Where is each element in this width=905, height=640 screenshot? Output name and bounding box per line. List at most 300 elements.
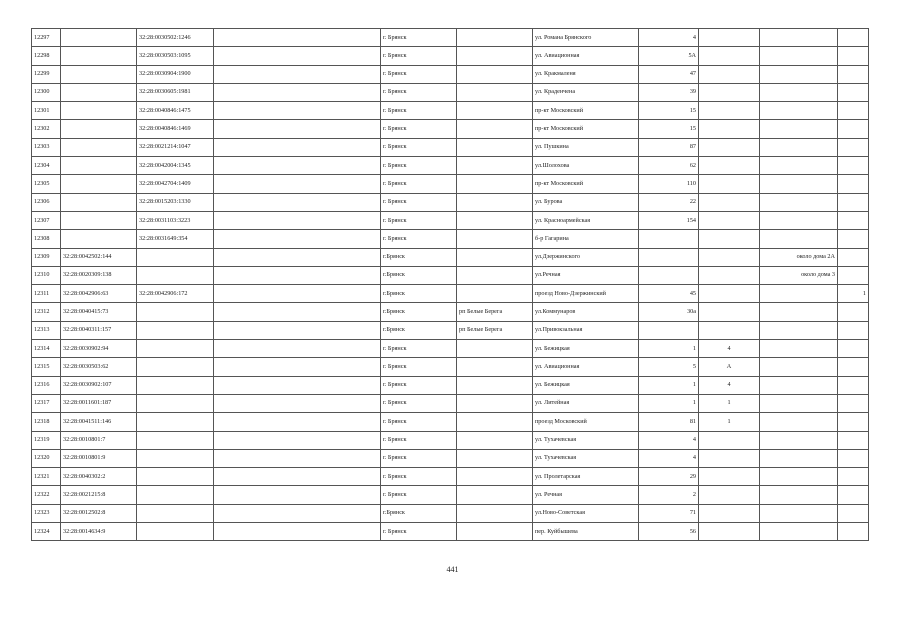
building-cell: А [699,358,760,376]
empty-cell [214,376,381,394]
house-number-cell: 5А [639,47,699,65]
empty-cell [214,358,381,376]
extra-cell [838,504,869,522]
empty-cell [214,211,381,229]
building-cell [699,193,760,211]
building-cell [699,321,760,339]
building-cell [699,47,760,65]
empty-cell [214,303,381,321]
building-cell [699,83,760,101]
settlement-cell [457,358,533,376]
table-row [32,340,869,358]
row-id-cell: 12314 [32,340,61,358]
cadastral-number-2-cell [137,449,214,467]
building-cell: 1 [699,413,760,431]
row-id-cell: 12301 [32,102,61,120]
location-note-cell [760,431,838,449]
street-cell: пер. Куйбышева [533,523,639,541]
house-number-cell: 71 [639,504,699,522]
settlement-cell [457,486,533,504]
empty-cell [214,486,381,504]
cadastral-number-2-cell [137,504,214,522]
table-row [32,65,869,83]
cadastral-number-cell [61,83,137,101]
building-cell [699,138,760,156]
settlement-cell [457,468,533,486]
city-cell: г. Брянск [381,358,457,376]
location-note-cell [760,303,838,321]
cadastral-number-2-cell [137,303,214,321]
row-id-cell: 12319 [32,431,61,449]
empty-cell [214,175,381,193]
street-cell: ул.Шолохова [533,157,639,175]
street-cell: ул. Пролетарская [533,468,639,486]
row-id-cell: 12322 [32,486,61,504]
settlement-cell [457,340,533,358]
table-row [32,102,869,120]
row-id-cell: 12312 [32,303,61,321]
house-number-cell: 4 [639,431,699,449]
cadastral-number-2-cell [137,431,214,449]
house-number-cell: 4 [639,29,699,47]
row-id-cell: 12318 [32,413,61,431]
row-id-cell: 12306 [32,193,61,211]
city-cell: г.Брянск [381,285,457,303]
table-row [32,394,869,412]
row-id-cell: 12304 [32,157,61,175]
house-number-cell: 15 [639,120,699,138]
table-row [32,523,869,541]
house-number-cell: 1 [639,340,699,358]
settlement-cell [457,29,533,47]
row-id-cell: 12311 [32,285,61,303]
cadastral-number-2-cell: 32:28:0015203:1330 [137,193,214,211]
location-note-cell [760,83,838,101]
settlement-cell [457,376,533,394]
house-number-cell: 1 [639,376,699,394]
cadastral-number-cell: 32:28:0030902:107 [61,376,137,394]
city-cell: г.Брянск [381,504,457,522]
cadastral-number-2-cell [137,394,214,412]
house-number-cell: 30а [639,303,699,321]
street-cell: ул. Краденчена [533,83,639,101]
settlement-cell [457,175,533,193]
city-cell: г. Брянск [381,138,457,156]
street-cell: ул.Привокзальная [533,321,639,339]
city-cell: г. Брянск [381,47,457,65]
cadastral-number-cell [61,175,137,193]
street-cell: пр-кт Московский [533,102,639,120]
location-note-cell [760,29,838,47]
house-number-cell: 154 [639,211,699,229]
extra-cell [838,340,869,358]
row-id-cell: 12313 [32,321,61,339]
empty-cell [214,248,381,266]
cadastral-number-2-cell: 32:28:0040846:1475 [137,102,214,120]
street-cell: ул. Пушкина [533,138,639,156]
empty-cell [214,523,381,541]
street-cell: проезд Ново-Дзержинский [533,285,639,303]
city-cell: г.Брянск [381,248,457,266]
building-cell [699,431,760,449]
settlement-cell [457,120,533,138]
street-cell: ул. Речная [533,486,639,504]
street-cell: пр-кт Московский [533,175,639,193]
building-cell: 4 [699,340,760,358]
cadastral-number-2-cell: 32:28:0030904:1900 [137,65,214,83]
house-number-cell: 5 [639,358,699,376]
house-number-cell: 1 [639,394,699,412]
street-cell: ул.Коммунаров [533,303,639,321]
cadastral-number-2-cell [137,321,214,339]
settlement-cell [457,285,533,303]
building-cell [699,303,760,321]
house-number-cell: 22 [639,193,699,211]
row-id-cell: 12315 [32,358,61,376]
cadastral-number-2-cell: 32:28:0040846:1469 [137,120,214,138]
street-cell: ул. Бежицкая [533,340,639,358]
row-id-cell: 12317 [32,394,61,412]
city-cell: г. Брянск [381,157,457,175]
cadastral-number-cell: 32:28:0014634:9 [61,523,137,541]
location-note-cell [760,468,838,486]
extra-cell [838,138,869,156]
table-row [32,303,869,321]
table-row [32,47,869,65]
empty-cell [214,394,381,412]
street-cell: б-р Гагарина [533,230,639,248]
house-number-cell: 2 [639,486,699,504]
extra-cell [838,120,869,138]
empty-cell [214,449,381,467]
settlement-cell: рп Белые Берега [457,321,533,339]
city-cell: г.Брянск [381,303,457,321]
table-row [32,193,869,211]
settlement-cell [457,157,533,175]
extra-cell [838,175,869,193]
cadastral-number-2-cell [137,266,214,284]
row-id-cell: 12323 [32,504,61,522]
city-cell: г. Брянск [381,230,457,248]
location-note-cell [760,230,838,248]
building-cell [699,285,760,303]
table-row [32,266,869,284]
table-row [32,120,869,138]
cadastral-number-2-cell: 32:28:0030605:1981 [137,83,214,101]
extra-cell [838,358,869,376]
extra-cell [838,523,869,541]
empty-cell [214,431,381,449]
cadastral-number-cell [61,120,137,138]
table-row [32,504,869,522]
extra-cell [838,394,869,412]
house-number-cell: 15 [639,102,699,120]
location-note-cell [760,120,838,138]
street-cell: ул.Дзержинского [533,248,639,266]
cadastral-number-cell: 32:28:0010801:7 [61,431,137,449]
street-cell: ул. Авиационная [533,358,639,376]
extra-cell [838,47,869,65]
empty-cell [214,321,381,339]
row-id-cell: 12307 [32,211,61,229]
street-cell: ул. Красноармейская [533,211,639,229]
cadastral-number-2-cell: 32:28:0031103:3223 [137,211,214,229]
building-cell [699,266,760,284]
cadastral-number-cell: 32:28:0030902:94 [61,340,137,358]
street-cell: ул.Ново-Советская [533,504,639,522]
location-note-cell [760,394,838,412]
settlement-cell [457,413,533,431]
cadastral-number-2-cell: 32:28:0042004:1345 [137,157,214,175]
extra-cell [838,321,869,339]
extra-cell [838,248,869,266]
table-row [32,211,869,229]
extra-cell [838,376,869,394]
extra-cell [838,468,869,486]
table-row [32,449,869,467]
extra-cell [838,303,869,321]
table-row [32,486,869,504]
city-cell: г. Брянск [381,376,457,394]
city-cell: г.Брянск [381,266,457,284]
empty-cell [214,29,381,47]
settlement-cell [457,47,533,65]
cadastral-number-2-cell [137,358,214,376]
city-cell: г. Брянск [381,486,457,504]
cadastral-number-2-cell [137,468,214,486]
building-cell [699,523,760,541]
building-cell [699,120,760,138]
location-note-cell: около дома 3 [760,266,838,284]
settlement-cell [457,138,533,156]
city-cell: г. Брянск [381,65,457,83]
location-note-cell [760,175,838,193]
extra-cell [838,157,869,175]
house-number-cell: 29 [639,468,699,486]
cadastral-number-2-cell: 32:28:0042704:1409 [137,175,214,193]
settlement-cell [457,394,533,412]
extra-cell [838,266,869,284]
cadastral-number-2-cell: 32:28:0021214:1047 [137,138,214,156]
city-cell: г. Брянск [381,523,457,541]
cadastral-number-cell [61,102,137,120]
street-cell: пр-кт Московский [533,120,639,138]
table-row [32,157,869,175]
location-note-cell [760,285,838,303]
cadastral-number-cell [61,193,137,211]
location-note-cell [760,321,838,339]
empty-cell [214,138,381,156]
empty-cell [214,47,381,65]
empty-cell [214,413,381,431]
row-id-cell: 12309 [32,248,61,266]
street-cell: ул. Тухачевская [533,449,639,467]
cadastral-number-2-cell [137,523,214,541]
location-note-cell [760,193,838,211]
building-cell [699,230,760,248]
table-row [32,376,869,394]
table-row [32,285,869,303]
city-cell: г. Брянск [381,413,457,431]
row-id-cell: 12305 [32,175,61,193]
settlement-cell [457,431,533,449]
cadastral-number-2-cell [137,340,214,358]
building-cell [699,29,760,47]
location-note-cell [760,138,838,156]
street-cell: ул. Авиационная [533,47,639,65]
table-row [32,175,869,193]
city-cell: г. Брянск [381,29,457,47]
cadastral-number-cell: 32:28:0041511:146 [61,413,137,431]
street-cell: проезд Московский [533,413,639,431]
house-number-cell: 62 [639,157,699,175]
building-cell [699,65,760,83]
table-body [32,29,869,541]
empty-cell [214,102,381,120]
city-cell: г. Брянск [381,120,457,138]
city-cell: г. Брянск [381,175,457,193]
extra-cell: 1 [838,285,869,303]
cadastral-number-cell [61,47,137,65]
street-cell: ул. Бурова [533,193,639,211]
row-id-cell: 12310 [32,266,61,284]
extra-cell [838,211,869,229]
house-number-cell: 4 [639,449,699,467]
row-id-cell: 12302 [32,120,61,138]
table-row [32,413,869,431]
location-note-cell [760,102,838,120]
empty-cell [214,193,381,211]
table-row [32,248,869,266]
building-cell [699,248,760,266]
cadastral-number-cell: 32:28:0040415:73 [61,303,137,321]
house-number-cell: 45 [639,285,699,303]
extra-cell [838,413,869,431]
building-cell [699,504,760,522]
extra-cell [838,102,869,120]
cadastral-number-cell: 32:28:0010801:9 [61,449,137,467]
city-cell: г.Брянск [381,321,457,339]
city-cell: г. Брянск [381,211,457,229]
page-number: 441 [446,565,459,574]
row-id-cell: 12300 [32,83,61,101]
location-note-cell [760,376,838,394]
location-note-cell [760,65,838,83]
cadastral-number-cell [61,29,137,47]
cadastral-number-cell: 32:28:0012502:8 [61,504,137,522]
city-cell: г. Брянск [381,83,457,101]
extra-cell [838,29,869,47]
row-id-cell: 12316 [32,376,61,394]
cadastral-number-cell: 32:28:0042906:63 [61,285,137,303]
location-note-cell: около дома 2А [760,248,838,266]
street-cell: ул. Тухачевская [533,431,639,449]
table-row [32,138,869,156]
location-note-cell [760,157,838,175]
row-id-cell: 12303 [32,138,61,156]
extra-cell [838,83,869,101]
row-id-cell: 12298 [32,47,61,65]
extra-cell [838,449,869,467]
house-number-cell: 87 [639,138,699,156]
street-cell: ул. Бежицкая [533,376,639,394]
building-cell [699,449,760,467]
cadastral-number-2-cell: 32:28:0030503:1095 [137,47,214,65]
city-cell: г. Брянск [381,102,457,120]
row-id-cell: 12308 [32,230,61,248]
cadastral-number-2-cell [137,413,214,431]
building-cell [699,468,760,486]
settlement-cell [457,211,533,229]
location-note-cell [760,340,838,358]
building-cell [699,486,760,504]
settlement-cell [457,504,533,522]
house-number-cell [639,230,699,248]
table-row [32,358,869,376]
location-note-cell [760,413,838,431]
row-id-cell: 12324 [32,523,61,541]
cadastral-number-cell: 32:28:0030503:62 [61,358,137,376]
cadastral-number-2-cell: 32:28:0042906:172 [137,285,214,303]
street-cell: ул. Кракмаленя [533,65,639,83]
table-row [32,321,869,339]
city-cell: г. Брянск [381,431,457,449]
table-row [32,83,869,101]
row-id-cell: 12321 [32,468,61,486]
city-cell: г. Брянск [381,340,457,358]
house-number-cell [639,248,699,266]
cadastral-number-cell: 32:28:0040311:157 [61,321,137,339]
cadastral-number-cell [61,157,137,175]
house-number-cell: 56 [639,523,699,541]
empty-cell [214,340,381,358]
location-note-cell [760,358,838,376]
house-number-cell: 81 [639,413,699,431]
empty-cell [214,65,381,83]
location-note-cell [760,449,838,467]
street-cell: ул. Литейная [533,394,639,412]
settlement-cell: рп Белые Берега [457,303,533,321]
location-note-cell [760,504,838,522]
extra-cell [838,431,869,449]
cadastral-number-cell [61,138,137,156]
settlement-cell [457,266,533,284]
house-number-cell [639,321,699,339]
empty-cell [214,266,381,284]
cadastral-number-2-cell [137,248,214,266]
street-cell: ул. Романа Брянского [533,29,639,47]
empty-cell [214,157,381,175]
building-cell: 1 [699,394,760,412]
empty-cell [214,120,381,138]
city-cell: г. Брянск [381,449,457,467]
settlement-cell [457,65,533,83]
location-note-cell [760,211,838,229]
location-note-cell [760,47,838,65]
house-number-cell: 47 [639,65,699,83]
location-note-cell [760,486,838,504]
cadastral-number-2-cell [137,376,214,394]
house-number-cell: 110 [639,175,699,193]
cadastral-number-cell: 32:28:0021215:8 [61,486,137,504]
city-cell: г. Брянск [381,193,457,211]
cadastral-number-cell: 32:28:0011601:187 [61,394,137,412]
building-cell [699,157,760,175]
cadastral-number-cell: 32:28:0042502:144 [61,248,137,266]
location-note-cell [760,523,838,541]
house-number-cell: 39 [639,83,699,101]
cadastral-number-cell: 32:28:0040302:2 [61,468,137,486]
